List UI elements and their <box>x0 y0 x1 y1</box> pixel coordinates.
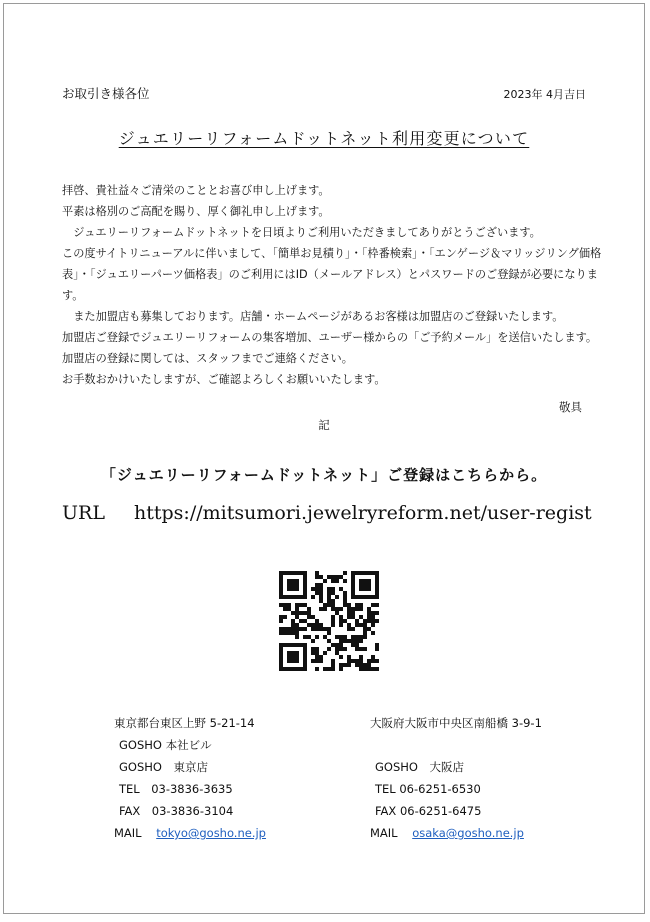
document-date: 2023年 4月吉日 <box>503 88 586 101</box>
registration-heading: 「ジュエリーリフォームドットネット」ご登録はこちらから。 <box>100 466 548 484</box>
tokyo-email-link[interactable]: tokyo@gosho.ne.jp <box>156 826 266 840</box>
ki-marker: 記 <box>318 418 330 432</box>
body-paragraph: この度サイトリニューアルに伴いまして、「簡単お見積り」・「枠番検索」・「エンゲージ＆マリッジリング価格表」・「ジュエリーパーツ価格表」のご利用にはID（メールアドレス）とパスワードのご登録が必要になります。 <box>62 247 602 302</box>
letter-body <box>62 180 602 390</box>
tokyo-building: GOSHO 本社ビル <box>119 738 212 752</box>
body-paragraph: お手数おかけいたしますが、ご確認よろしくお願いいたします。 <box>62 373 386 386</box>
document-page <box>3 3 645 914</box>
osaka-tel: TEL 06-6251-6530 <box>375 782 481 796</box>
body-paragraph: また加盟店も募集しております。店舗・ホームページがあるお客様は加盟店のご登録いたします。 <box>62 310 564 323</box>
body-paragraph: 加盟店ご登録でジュエリーリフォームの集客増加、ユーザー様からの「ご予約メール」を送信いたします。加盟店の登録に関しては、スタッフまでご連絡ください。 <box>62 331 598 365</box>
tokyo-fax: FAX 03-3836-3104 <box>119 804 234 818</box>
osaka-mail-row <box>370 822 542 844</box>
tokyo-tel: TEL 03-3836-3635 <box>119 782 233 796</box>
body-paragraph: 拝啓、貴社益々ご清栄のこととお喜び申し上げます。 <box>62 184 330 197</box>
qr-code-icon[interactable] <box>279 571 379 671</box>
contact-osaka <box>370 712 542 844</box>
tokyo-mail-label: MAIL <box>114 826 142 840</box>
osaka-email-link[interactable]: osaka@gosho.ne.jp <box>412 826 524 840</box>
tokyo-address: 東京都台東区上野 5-21-14 <box>114 716 255 730</box>
tokyo-branch: GOSHO 東京店 <box>119 760 208 774</box>
osaka-branch: GOSHO 大阪店 <box>375 760 464 774</box>
document-title: ジュエリーリフォームドットネット利用変更について <box>118 129 530 148</box>
contact-tokyo <box>114 712 266 844</box>
closing-keigu: 敬具 <box>559 400 582 414</box>
osaka-address: 大阪府大阪市中央区南船橋 3-9-1 <box>370 716 542 730</box>
body-paragraph: 平素は格別のご高配を賜り、厚く御礼申し上げます。 <box>62 205 330 218</box>
osaka-mail-label: MAIL <box>370 826 398 840</box>
body-paragraph: ジュエリーリフォームドットネットを日頃よりご利用いただきましてありがとうございます。 <box>62 226 541 239</box>
osaka-fax: FAX 06-6251-6475 <box>375 804 482 818</box>
url-row <box>62 502 592 524</box>
addressee: お取引き様各位 <box>62 86 150 101</box>
tokyo-mail-row <box>114 822 266 844</box>
document-title-row <box>4 126 644 149</box>
registration-url[interactable]: https://mitsumori.jewelryreform.net/user-regist <box>134 502 592 524</box>
url-label: URL <box>62 502 105 524</box>
